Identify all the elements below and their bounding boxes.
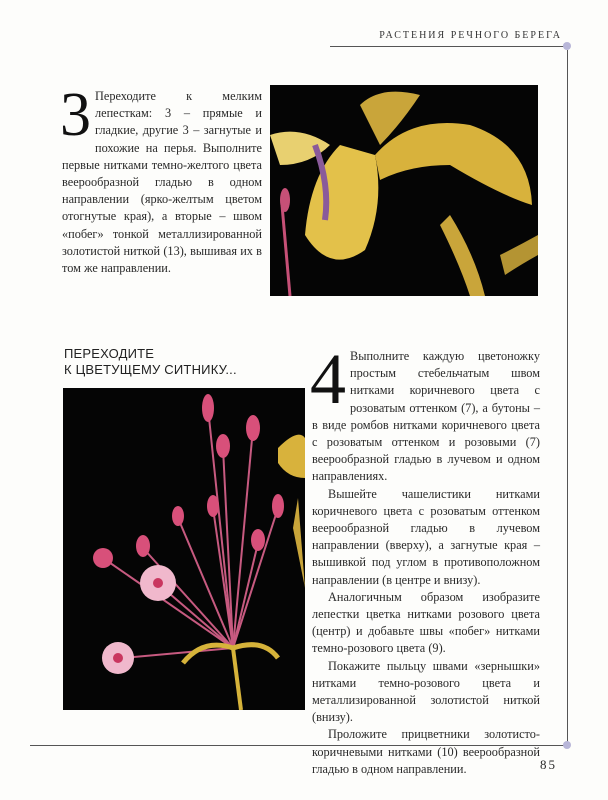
header-rule [330, 46, 566, 47]
section-heading-line-2: К ЦВЕТУЩЕМУ СИТНИКУ... [64, 362, 237, 377]
step-3-number: 3 [60, 81, 91, 149]
page-number: 85 [540, 757, 557, 772]
step-4-paragraph-4: Покажите пыльцу швами «зернышки» нитками темно-розового цвета и металлизированной золотистой ниткой (внизу). [312, 658, 540, 725]
step-4-text [310, 339, 540, 778]
step-4-paragraph-2: Вышейте чашелистики нитками коричневого цвета с розоватым оттенком веерообразной гладью в лучевом направлении (вверху), а загнутые края – вышивкой под углом в противоположном направлении (в центре и внизу). [312, 486, 540, 587]
section-heading-line-1: ПЕРЕХОДИТЕ [64, 346, 155, 361]
running-title: РАСТЕНИЯ РЕЧНОГО БЕРЕГА [379, 30, 562, 41]
margin-rule [567, 50, 568, 744]
step-4-paragraph-1: Выполните каждую цветоножку простым стебельчатым швом нитками коричневого цвета с розоватым оттенком (7), а бутоны – в виде ромбов нитками коричневого цвета с розоватым оттенком и розовыми (7) веерообразной гладью в лучевом и одном направлениях. [312, 349, 540, 484]
footer-dot [563, 741, 571, 749]
section-heading [64, 346, 237, 378]
step-4-paragraph-3: Аналогичным образом изобразите лепестки цветка нитками розового цвета (центр) и добавьте швы «побег» нитками темно-розового цвета (9). [312, 589, 540, 656]
step-4-paragraph-5: Проложите прицветники золотисто-коричневыми нитками (10) веерообразной гладью в одном направлении. [312, 727, 540, 776]
step-4-number: 4 [310, 339, 346, 419]
rush-flower-embroidery-photo [63, 388, 305, 710]
iris-embroidery-photo [270, 85, 538, 296]
header-dot [563, 42, 571, 50]
step-3-text [60, 81, 262, 277]
step-3-paragraph: Переходите к мелким лепесткам: 3 – прямые и гладкие, другие 3 – загнутые и похожие на перья. Выполните первые нитками темно-желтого цвета веерообразной гладью в одном направлении (ярко-желтым цветом отогнутые края), а вторые – швом «побег» тонкой металлизированной золотистой ниткой (13), вышивая их в том же направлении. [62, 89, 262, 276]
